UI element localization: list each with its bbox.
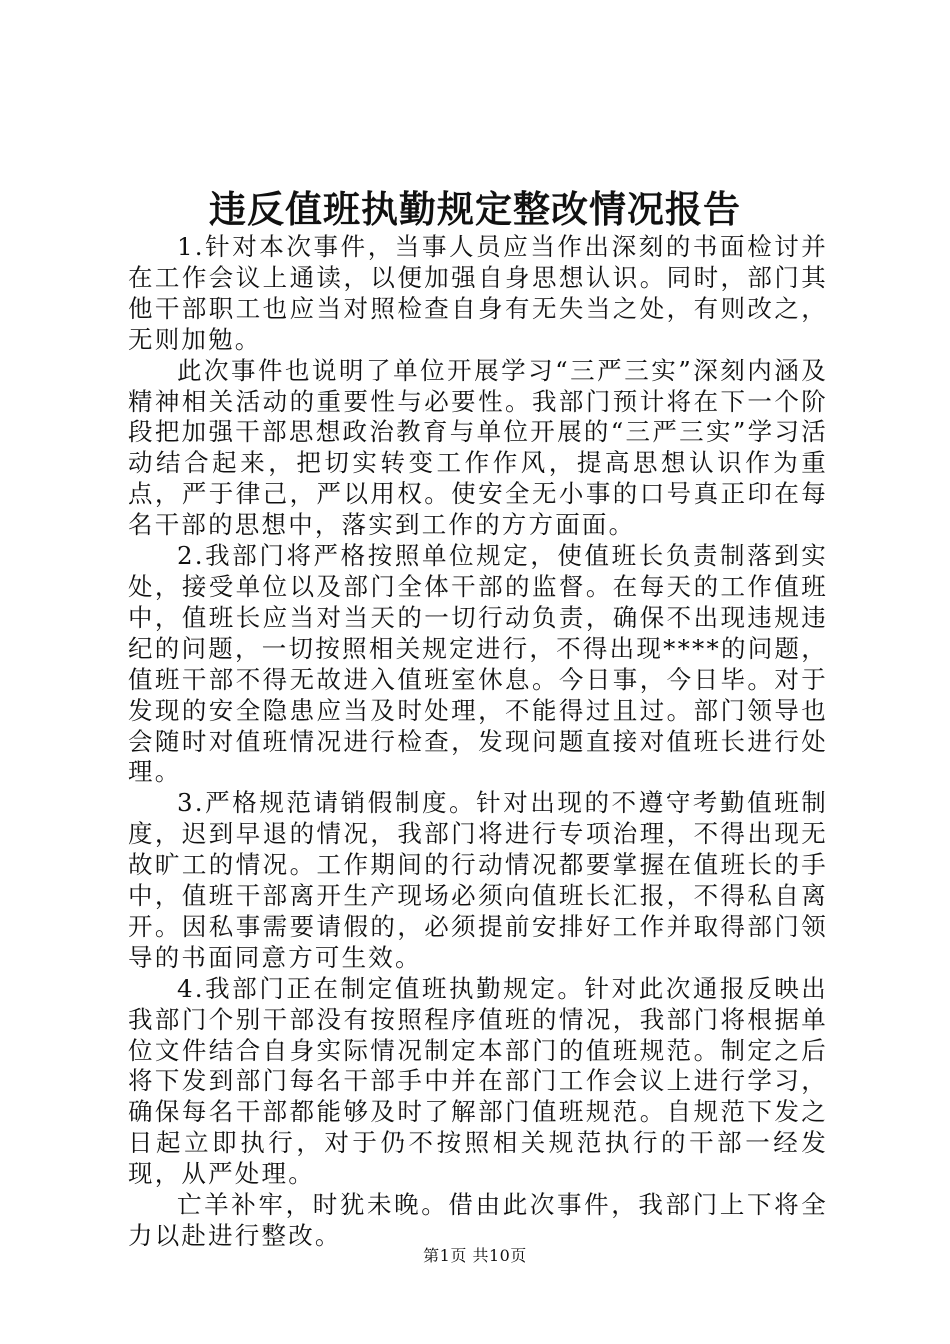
paragraph-3: 2.我部门将严格按照单位规定，使值班长负责制落到实处，接受单位以及部门全体干部的监督。在每天的工作值班中，值班长应当对当天的一切行动负责，确保不出现违规违纪的问题，一切按照相关规定进行，不得出现****的问题，值班干部不得无故进入值班室休息。今日事，今日毕。对于发现的安全隐患应当及时处理，不能得过且过。部门领导也会随时对值班情况进行检查，发现问题直接对值班长进行处理。 [128,541,828,787]
paragraph-2: 此次事件也说明了单位开展学习“三严三实”深刻内涵及精神相关活动的重要性与必要性。我部门预计将在下一个阶段把加强干部思想政治教育与单位开展的“三严三实”学习活动结合起来，把切实转变工作作风，提高思想认识作为重点，严于律己，严以用权。使安全无小事的口号真正印在每名干部的思想中，落实到工作的方方面面。 [128,355,828,540]
paragraph-6: 亡羊补牢，时犹未晚。借由此次事件，我部门上下将全力以赴进行整改。 [128,1190,828,1250]
paragraph-5: 4.我部门正在制定值班执勤规定。针对此次通报反映出我部门个别干部没有按照程序值班的情况，我部门将根据单位文件结合自身实际情况制定本部门的值班规范。制定之后将下发到部门每名干部手中并在部门工作会议上进行学习，确保每名干部都能够及时了解部门值班规范。自规范下发之日起立即执行，对于仍不按照相关规范执行的干部一经发现，从严处理。 [128,973,828,1189]
page-number-footer: 第1页 共10页 [423,1246,527,1265]
paragraph-1: 1.针对本次事件，当事人员应当作出深刻的书面检讨并在工作会议上通读，以便加强自身思想认识。同时，部门其他干部职工也应当对照检查自身有无失当之处，有则改之，无则加勉。 [128,232,828,354]
document-title: 违反值班执勤规定整改情况报告 [209,187,741,231]
document-body [128,232,828,1252]
paragraph-4: 3.严格规范请销假制度。针对出现的不遵守考勤值班制度，迟到早退的情况，我部门将进行专项治理，不得出现无故旷工的情况。工作期间的行动情况都要掌握在值班长的手中，值班干部离开生产现场必须向值班长汇报，不得私自离开。因私事需要请假的，必须提前安排好工作并取得部门领导的书面同意方可生效。 [128,788,828,972]
